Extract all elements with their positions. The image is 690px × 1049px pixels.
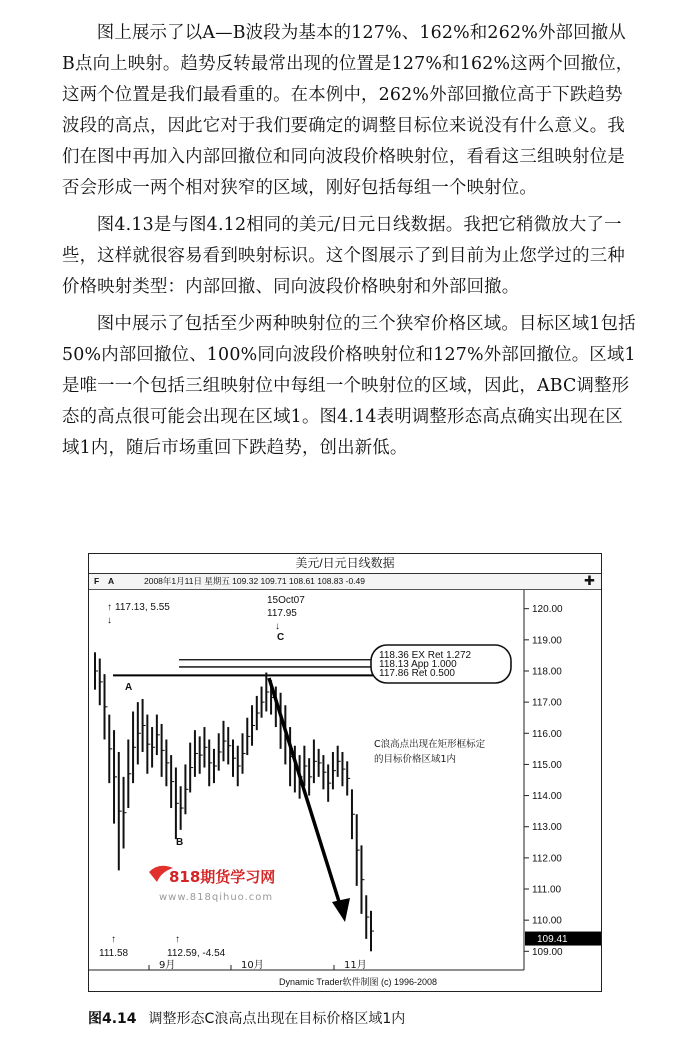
price-tick-label: 117.00 (532, 697, 562, 709)
chart-toolbar (89, 574, 601, 590)
zone-label-1: 118.36 EX Ret 1.272 (379, 650, 472, 661)
label-c-price: 117.95 (267, 608, 297, 619)
price-tick-label: 114.00 (532, 791, 562, 803)
chart-footer: Dynamic Trader软件制图 (c) 1996-2008 (279, 977, 438, 987)
zone-label-3: 117.86 Ret 0.500 (379, 668, 455, 679)
caption-number: 图4.14 (88, 1011, 137, 1027)
month-label: 10月 (241, 960, 264, 971)
chart-title: 美元/日元日线数据 (89, 554, 601, 574)
price-tick-label: 109.00 (532, 946, 563, 958)
arrow-down-marker: ↓ (275, 621, 280, 632)
watermark-logo-text: 818期货学习网 (169, 868, 276, 886)
price-chart (89, 590, 601, 991)
figure-caption (88, 1008, 608, 1028)
arrow-up-marker: ↑ (175, 934, 180, 945)
price-tick-label: 113.00 (532, 822, 562, 834)
toolbar-f-button[interactable]: F (94, 576, 100, 586)
arrow-up-marker: ↑ (111, 934, 116, 945)
price-tick-label: 110.00 (532, 915, 562, 927)
price-tick-label: 119.00 (532, 635, 562, 647)
caption-text: 调整形态C浪高点出现在目标价格区域1内 (148, 1011, 406, 1027)
arrow-down-marker: ↓ (107, 615, 112, 626)
label-high-price: 117.13, 5.55 (115, 602, 170, 613)
arrow-up-marker: ↑ (107, 602, 112, 613)
paragraph: 图4.13是与图4.12相同的美元/日元日线数据。我把它稍微放大了一些，这样就很容易看到映射标识。这个图展示了到目前为止您学过的三种价格映射类型：内部回撤、同向波段价格映射和外部回撤。 (62, 215, 625, 297)
price-tick-label: 116.00 (532, 728, 562, 740)
zone-label-2: 118.13 App 1.000 (379, 659, 457, 670)
price-tick-label: 118.00 (532, 666, 562, 678)
crosshair-icon[interactable]: ✚ (584, 573, 595, 588)
body-text (62, 18, 637, 470)
watermark-url: www.818qihuo.com (159, 892, 274, 903)
price-tick-label: 120.00 (532, 604, 563, 616)
paragraph: 图中展示了包括至少两种映射位的三个狭窄价格区域。目标区域1包括50%内部回撤位、100%同向波段价格映射位和127%外部回撤位。区域1是唯一一个包括三组映射位中每组一个映射位的区域，因此，ABC调整形态的高点很可能会出现在区域1。图4.14表明调整形态高点确实出现在区域1内，随后市场重回下跌趋势，创出新低。 (62, 314, 636, 458)
chart-figure (88, 553, 602, 992)
label-low-2: 112.59, -4.54 (167, 948, 226, 959)
price-tick-label: 112.00 (532, 853, 562, 865)
label-low-1: 111.58 (99, 948, 129, 959)
price-tick-label: 111.00 (532, 884, 562, 896)
price-ticks (524, 604, 563, 958)
paragraph: 图上展示了以A—B波段为基本的127%、162%和262%外部回撤从B点向上映射。趋势反转最常出现的位置是127%和162%这两个回撤位，这两个位置是我们最看重的。在本例中，262%外部回撤位高于下跌趋势波段的高点，因此它对于我们要确定的调整目标位来说没有什么意义。我们在图中再加入内部回撤位和同向波段价格映射位，看看这三组映射位是否会形成一两个相对狭窄的区域，刚好包括每组一个映射位。 (62, 23, 634, 198)
price-tick-label: 115.00 (532, 759, 562, 771)
toolbar-quote-info: 2008年1月11日 星期五 109.32 109.71 108.61 108.83 -0.49 (144, 576, 365, 586)
wave-label-a: A (125, 682, 133, 693)
wave-label-b: B (176, 837, 184, 848)
annotation-line-1: C浪高点出现在矩形框标定 (374, 739, 486, 750)
month-label: 9月 (159, 960, 176, 971)
annotation-line-2: 的目标价格区域1内 (374, 754, 457, 765)
toolbar-a-button[interactable]: A (108, 576, 115, 586)
wave-label-c: C (277, 632, 285, 643)
month-label: 11月 (344, 960, 367, 971)
current-price-label: 109.41 (537, 934, 568, 946)
label-c-date: 15Oct07 (267, 595, 305, 606)
